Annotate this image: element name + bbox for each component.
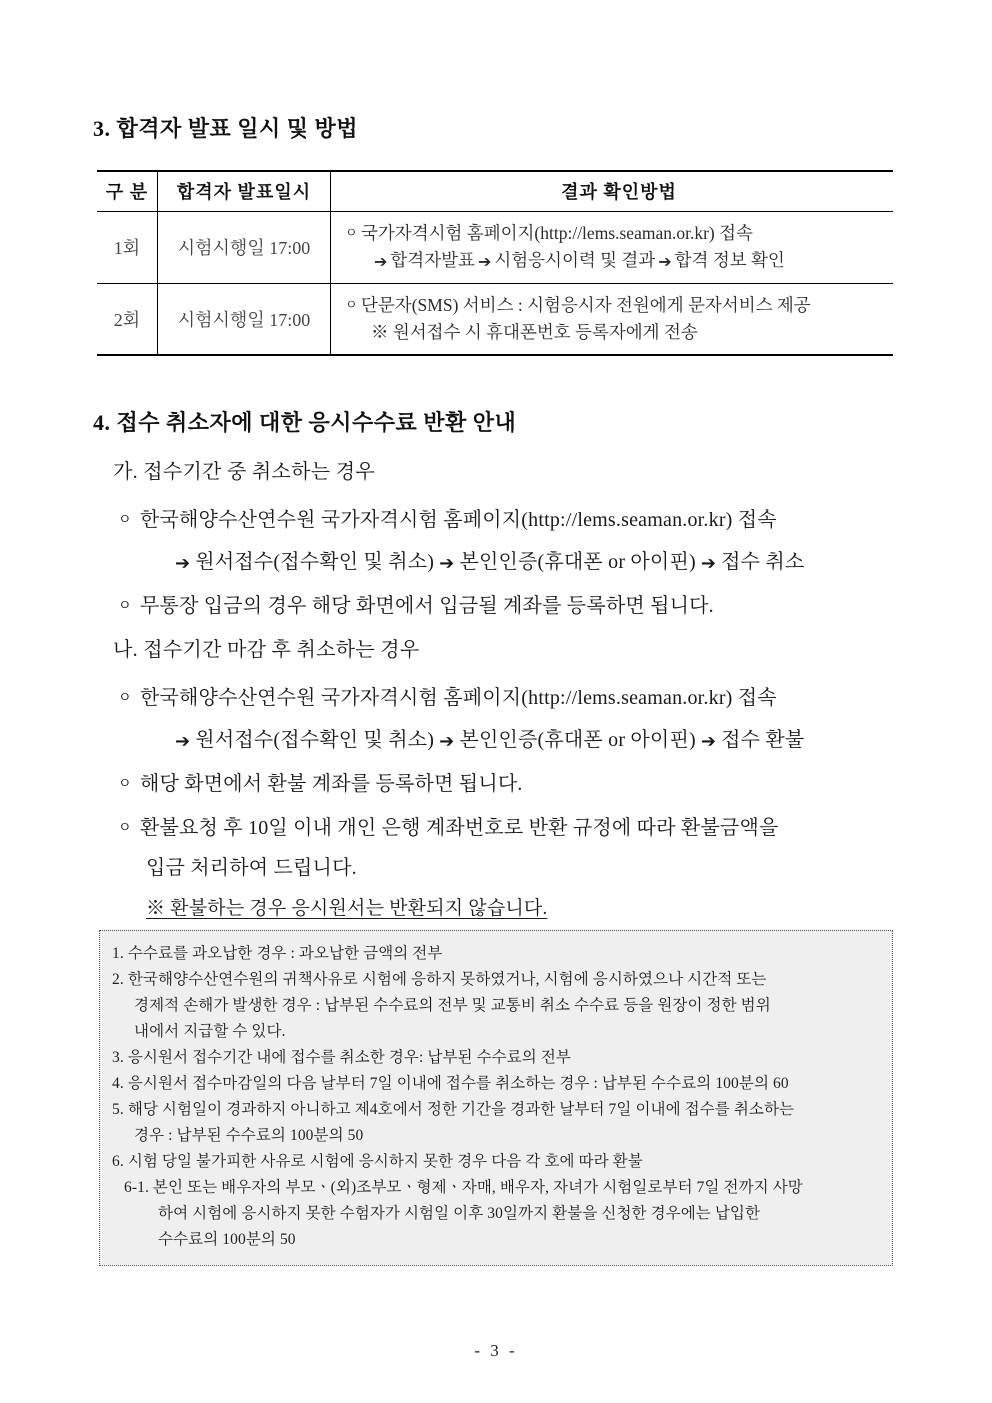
arrow-right-icon: ➔: [175, 553, 191, 574]
table-header: [97, 171, 893, 212]
rule-item: [112, 967, 882, 1045]
announcement-schedule-table: [97, 170, 893, 356]
flow-step-1: 원서접수(접수확인 및 취소): [195, 729, 435, 751]
flow-step-1: 합격자발표: [390, 250, 475, 271]
rule-text-cont: 하여 시험에 응시하지 못한 수험자가 시험일 이후 30일까지 환불을 신청한 경우에는 납입한: [158, 1205, 761, 1223]
flow-step-3: 합격 정보 확인: [674, 250, 785, 271]
rule-text: 응시원서 접수마감일의 다음 날부터 7일 이내에 접수를 취소하는 경우 : 납부된 수수료의 100분의 60: [127, 1075, 789, 1093]
method-bullet-1: [345, 220, 893, 247]
section-4-heading: 4. 접수 취소자에 대한 응시수수료 반환 안내: [93, 410, 517, 435]
subsection-b-item-3-line-2: 입금 처리하여 드립니다.: [146, 857, 357, 879]
rule-text: 응시원서 접수기간 내에 접수를 취소한 경우: 납부된 수수료의 전부: [127, 1049, 571, 1067]
subsection-b-item-3-line-1: 환불요청 후 10일 이내 개인 은행 계좌번호로 반환 규정에 따라 환불금액을: [140, 817, 779, 839]
rule-number: 2.: [112, 971, 124, 989]
subsection-a-item-2: [118, 589, 714, 618]
rule-item: [112, 1071, 882, 1097]
rule-text-cont: 수수료의 100분의 50: [158, 1231, 296, 1249]
rule-text: 본인 또는 배우자의 부모ㆍ(외)조부모ㆍ형제ㆍ자매, 배우자, 자녀가 시험일로부터 7일 전까지 사망: [152, 1179, 803, 1197]
rule-text: 해당 시험일이 경과하지 아니하고 제4호에서 정한 기간을 경과한 날부터 7일 이내에 접수를 취소하는: [127, 1101, 795, 1119]
rule-number: 6-1.: [124, 1179, 149, 1197]
bullet-circle-icon: ㅇ: [118, 821, 132, 836]
bullet-circle-icon: ㅇ: [118, 513, 132, 528]
arrow-right-icon: ➔: [439, 731, 455, 752]
subsection-a-label: 가. 접수기간 중 취소하는 경우: [113, 461, 375, 483]
page-number: - 3 -: [474, 1341, 518, 1360]
subsection-b-item-3: [118, 811, 778, 840]
rule-item: [112, 1097, 882, 1149]
flow-step-1: 원서접수(접수확인 및 취소): [195, 551, 435, 573]
rule-text: 수수료를 과오납한 경우 : 과오납한 금액의 전부: [127, 945, 443, 962]
arrow-right-icon: ➔: [658, 252, 672, 272]
subsection-b-item-2: [118, 767, 523, 796]
table-row: [97, 283, 893, 355]
subsection-b-item-1-text: 한국해양수산연수원 국가자격시험 홈페이지(http://lems.seaman.or.kr) 접속: [140, 687, 777, 709]
rule-item: [112, 1045, 882, 1071]
refund-note: ※ 환불하는 경우 응시원서는 반환되지 않습니다.: [146, 898, 548, 919]
cell-gubun-1: 1회: [97, 212, 158, 284]
column-header-datetime: 합격자 발표일시: [158, 171, 331, 212]
cell-gubun-2: 2회: [97, 283, 158, 355]
arrow-right-icon: ➔: [439, 553, 455, 574]
rule-number: 3.: [112, 1049, 124, 1067]
section-3-heading: 3. 합격자 발표 일시 및 방법: [93, 116, 359, 141]
rule-text-cont: 내에서 지급할 수 있다.: [134, 1023, 286, 1041]
table-header-row: [97, 171, 893, 212]
rule-item: [112, 941, 882, 967]
method-bullet-2-text: 단문자(SMS) 서비스 : 시험응시자 전원에게 문자서비스 제공: [361, 294, 811, 315]
rule-text: 시험 당일 불가피한 사유로 시험에 응시하지 못한 경우 다음 각 호에 따라 환불: [127, 1153, 643, 1171]
arrow-right-icon: ➔: [700, 731, 717, 752]
bullet-circle-icon: ㅇ: [118, 599, 132, 614]
flow-step-2: 시험응시이력 및 결과: [494, 250, 656, 271]
subsection-a-item-1-text: 한국해양수산연수원 국가자격시험 홈페이지(http://lems.seaman.or.kr) 접속: [140, 509, 777, 531]
rule-text-cont: 경제적 손해가 발생한 경우 : 납부된 수수료의 전부 및 교통비 취소 수수료 등을 원장이 정한 범위: [134, 997, 771, 1015]
table-row: [97, 212, 893, 284]
subsection-b-label: 나. 접수기간 마감 후 취소하는 경우: [113, 639, 420, 661]
flow-step-2: 본인인증(휴대폰 or 아이핀): [459, 729, 696, 751]
method-bullet-2: [345, 292, 893, 319]
arrow-right-icon: ➔: [477, 252, 492, 272]
subsection-a-flow: [170, 545, 804, 574]
rule-item-sub: [112, 1175, 882, 1253]
rule-item: [112, 1149, 882, 1175]
rule-number: 4.: [112, 1075, 124, 1093]
arrow-right-icon: ➔: [700, 553, 717, 574]
cell-datetime-2: 시험시행일 17:00: [158, 283, 331, 355]
flow-step-2: 본인인증(휴대폰 or 아이핀): [459, 551, 696, 573]
flow-step-3: 접수 환불: [721, 729, 805, 751]
subsection-b-item-1: [118, 681, 777, 710]
rule-number: 6.: [112, 1153, 124, 1171]
arrow-right-icon: ➔: [175, 731, 191, 752]
arrow-right-icon: ➔: [374, 252, 388, 272]
bullet-circle-icon: ㅇ: [345, 296, 358, 312]
refund-rules-box: [99, 930, 893, 1266]
method-bullet-2-note: ※ 원서접수 시 휴대폰번호 등록자에게 전송: [371, 322, 698, 343]
flow-step-3: 접수 취소: [721, 551, 805, 573]
subsection-b-item-2-text: 해당 화면에서 환불 계좌를 등록하면 됩니다.: [140, 773, 523, 795]
subsection-b-flow: [170, 723, 804, 752]
rule-text: 한국해양수산연수원의 귀책사유로 시험에 응하지 못하였거나, 시험에 응시하였으나 시간적 또는: [127, 971, 767, 989]
bullet-circle-icon: ㅇ: [118, 777, 132, 792]
subsection-a-item-2-text: 무통장 입금의 경우 해당 화면에서 입금될 계좌를 등록하면 됩니다.: [140, 595, 714, 617]
cell-method-2: [331, 283, 894, 355]
rule-number: 1.: [112, 945, 124, 962]
method-flow-1: [345, 247, 893, 275]
column-header-gubun: 구 분: [97, 171, 158, 212]
bullet-circle-icon: ㅇ: [345, 225, 358, 240]
cell-method-1: [331, 212, 894, 284]
method-bullet-1-text: 국가자격시험 홈페이지(http://lems.seaman.or.kr) 접속: [361, 223, 753, 243]
subsection-a-item-1: [118, 503, 777, 532]
cell-datetime-1: 시험시행일 17:00: [158, 212, 331, 284]
rule-text-cont: 경우 : 납부된 수수료의 100분의 50: [134, 1127, 364, 1145]
bullet-circle-icon: ㅇ: [118, 691, 132, 706]
table-body: [97, 212, 893, 356]
column-header-method: 결과 확인방법: [331, 171, 894, 212]
rule-number: 5.: [112, 1101, 124, 1119]
